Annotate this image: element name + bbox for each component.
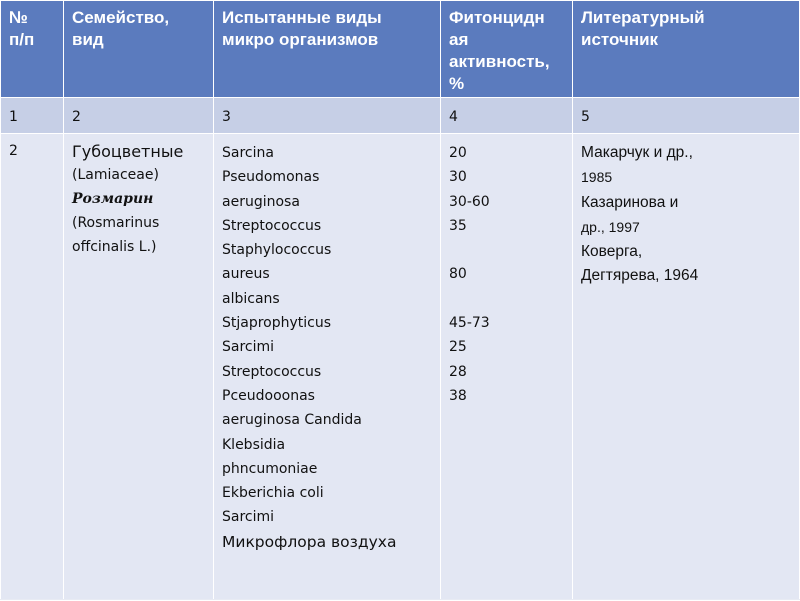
activity-value: 20 [449,145,467,161]
header-activity-line3: активность, [449,52,550,71]
list-item: Stjaprophyticus [222,315,332,332]
activity-value: 35 [449,217,467,234]
header-activity-line4: % [449,74,465,93]
list-item: Pceudooonas [222,387,315,404]
header-activity-line2: ая [449,30,469,49]
activity-value: 30 [449,169,467,186]
header-row [1,1,800,98]
family-name-lat: (Lamiaceae) [72,167,159,183]
list-item: Sarcimi [222,339,275,356]
list-item: Sarcina [222,145,274,161]
literature-line: Коверга, [581,243,643,261]
microorganisms-cell [214,134,441,601]
numbering-row [1,98,800,134]
list-item: Микрофлора воздуха [222,532,397,551]
activity-value: 45-73 [449,315,490,332]
row-number-cell [1,134,64,601]
list-item: Streptococcus [222,363,322,380]
list-item: Pseudomonas [222,169,320,186]
literature-line: Макарчук и др., [581,144,693,161]
activity-value: 38 [449,387,467,404]
list-item: Sarcimi [222,509,275,526]
list-item: aeruginosa Candida [222,412,362,429]
header-literature [573,1,800,98]
header-microorganisms [214,1,441,98]
numbering-cell: 1 [1,98,64,134]
activity-cell [441,134,573,601]
activity-gap [449,287,564,311]
numbering-cell: 5 [573,98,800,134]
list-item: Staphylococcus [222,242,332,259]
activity-value: 28 [449,363,467,380]
header-family-line1: Семейство, [72,8,170,27]
table-row [1,134,800,601]
activity-list [449,141,564,408]
list-item: aureus [222,266,270,283]
header-family-line2: вид [72,30,104,49]
list-item: phncumoniae [222,460,318,477]
list-item: Ekberichia coli [222,485,324,502]
numbering-cell: 3 [214,98,441,134]
activity-value: 25 [449,339,467,356]
header-number-line1: № [9,8,28,27]
header-literature-line1: Литературный [581,8,705,27]
family-cell [64,134,214,601]
literature-line: Дегтярева, 1964 [581,267,699,285]
literature-line: др., 1997 [581,218,640,235]
header-activity-line1: Фитонцидн [449,8,545,27]
literature-line: Казаринова и [581,193,679,211]
list-item: Streptococcus [222,217,322,234]
header-literature-line2: источник [581,30,659,49]
activity-gap [449,238,564,262]
list-item: albicans [222,290,280,307]
header-activity [441,1,573,98]
header-number [1,1,64,98]
family-name-ru: Губоцветные [72,142,184,161]
literature-cell [573,134,800,601]
numbering-cell: 2 [64,98,214,134]
activity-value: 80 [449,266,467,283]
header-family [64,1,214,98]
species-name-lat-1: (Rosmarinus [72,215,160,231]
activity-value: 30-60 [449,193,490,210]
species-name-ru: Розмарин [72,191,154,207]
header-micro-line2: микро организмов [222,30,379,49]
species-name-lat-2: offcinalis L.) [72,239,157,255]
list-item: Klebsidia [222,436,286,453]
header-number-line2: п/п [9,30,35,49]
list-item: aeruginosa [222,193,300,210]
numbering-cell: 4 [441,98,573,134]
row-number: 2 [9,143,18,159]
literature-line: 1985 [581,169,613,186]
header-micro-line1: Испытанные виды [222,8,382,27]
microorganisms-list [222,141,432,554]
